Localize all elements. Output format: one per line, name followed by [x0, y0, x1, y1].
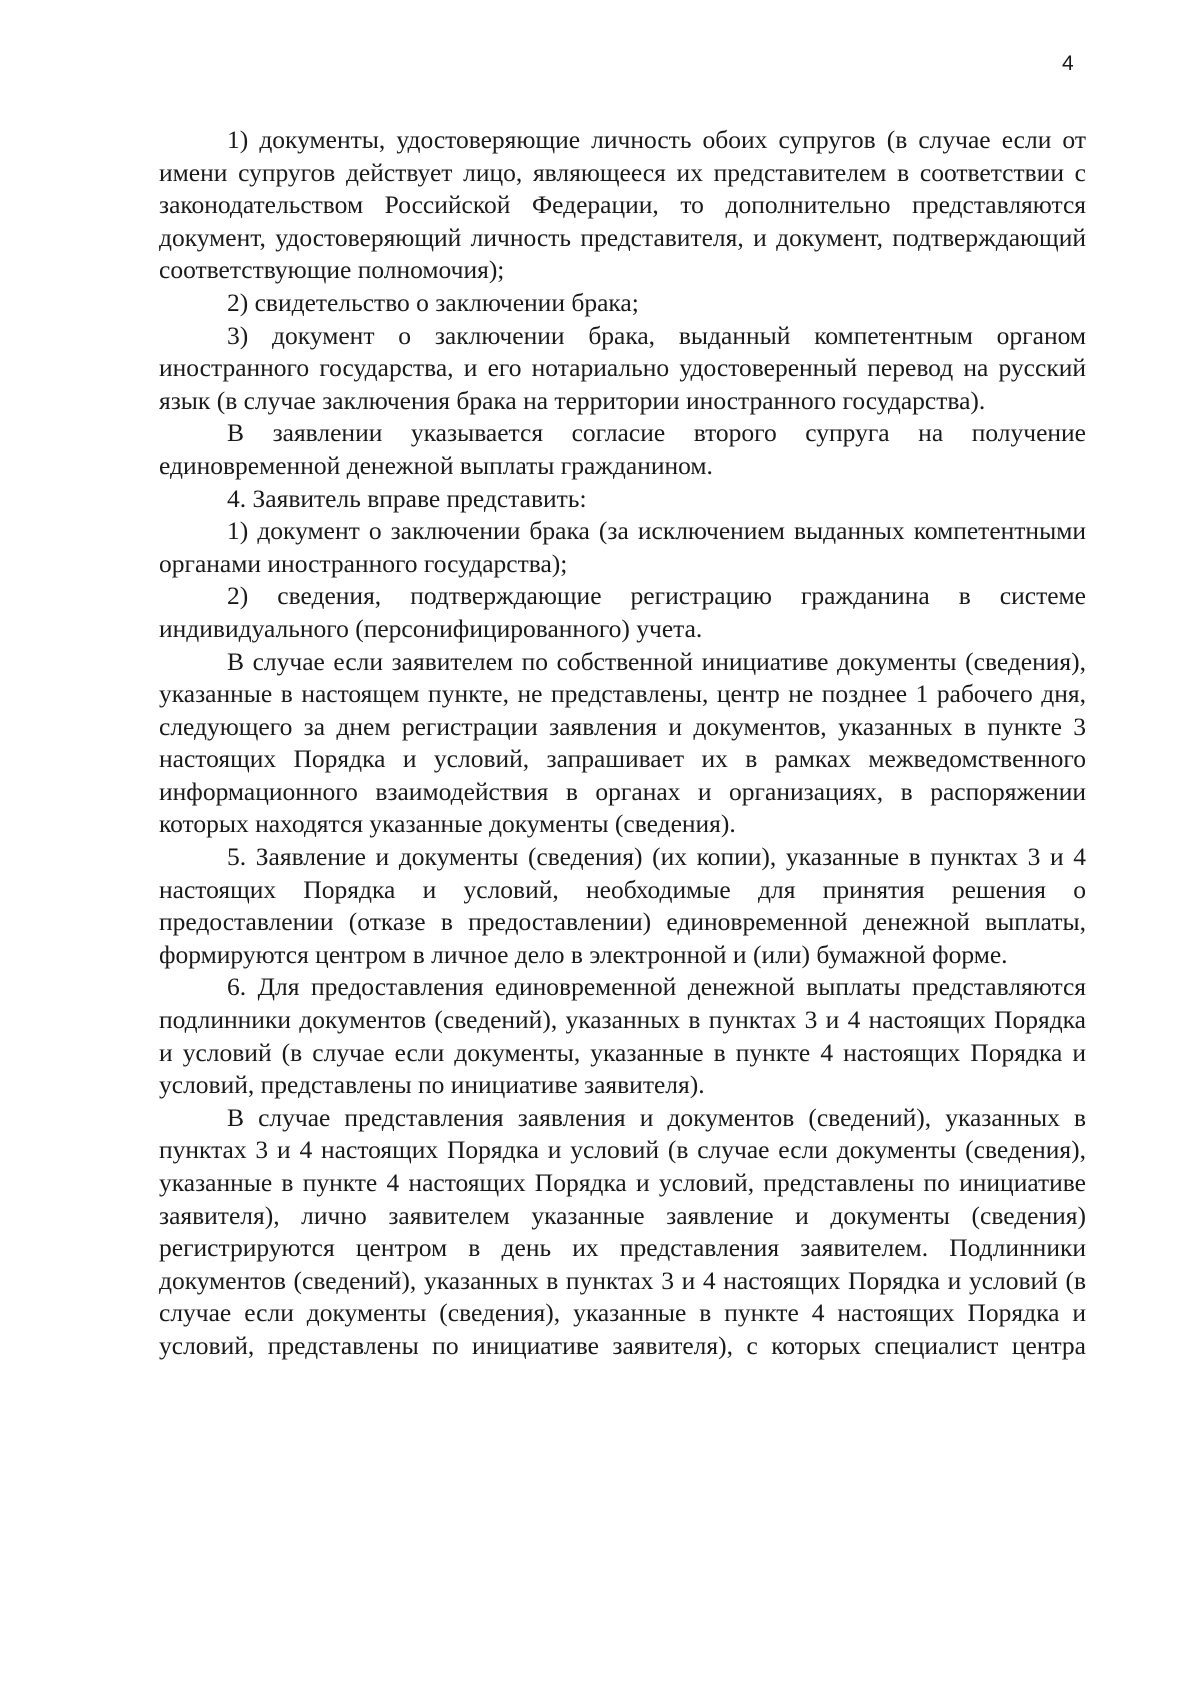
paragraph-interagency-request: В случае если заявителем по собственной инициативе документы (сведения), указанные в настоящем пункте, не представлены, центр не позднее 1 рабочего дня, следующего за днем регистрации заявления и документов, указанных в пункте 3 настоящих Порядка и условий, запрашивает их в рамках межведомственного информационного взаимодействия в органах и организациях, в распоряжении которых находятся указанные документы (сведения).: [159, 646, 1086, 839]
paragraph-section-6: 6. Для предоставления единовременной денежной выплаты представляются подлинники документов (сведений), указанных в пунктах 3 и 4 настоящих Порядка и условий (в случае если документы, указанные в пункте 4 настоящих Порядка и условий, представлены по инициативе заявителя).: [159, 972, 1086, 1100]
page-number: 4: [1062, 52, 1074, 75]
paragraph-spouse-consent: В заявлении указывается согласие второго супруга на получение единовременной денежной выплаты гражданином.: [159, 418, 1086, 480]
paragraph-item-2-marriage-certificate: 2) свидетельство о заключении брака;: [227, 287, 639, 317]
paragraph-section-4-item-1: 1) документ о заключении брака (за исключением выданных компетентными органами иностранного государства);: [159, 516, 1086, 578]
paragraph-section-5: 5. Заявление и документы (сведения) (их копии), указанные в пунктах 3 и 4 настоящих Порядка и условий, необходимые для принятия решения о предоставлении (отказе в предоставлении) единовременной денежной выплаты, формируются центром в личное дело в электронной и (или) бумажной форме.: [159, 842, 1086, 969]
paragraph-item-1-identity-documents: 1) документы, удостоверяющие личность обоих супругов (в случае если от имени супругов действует лицо, являющееся их представителем в соответствии с законодательством Российской Федерации, то дополнительно представляются документ, удостоверяющий личность представителя, и документ, подтверждающий соответствующие полномочия);: [159, 125, 1086, 285]
paragraph-item-3-foreign-marriage-document: 3) документ о заключении брака, выданный компетентным органом иностранного государства, и его нотариально удостоверенный перевод на русский язык (в случае заключения брака на территории иностранного государства).: [159, 320, 1086, 415]
document-body: [159, 124, 1086, 1363]
paragraph-section-4-item-2: 2) сведения, подтверждающие регистрацию гражданина в системе индивидуального (персонифицированного) учета.: [159, 581, 1086, 643]
paragraph-personal-submission: В случае представления заявления и документов (сведений), указанных в пунктах 3 и 4 настоящих Порядка и условий (в случае если документы (сведения), указанные в пункте 4 настоящих Порядка и условий, представлены по инициативе заявителя), лично заявителем указанные заявление и документы (сведения) регистрируются центром в день их представления заявителем. Подлинники документов (сведений), указанных в пунктах 3 и 4 настоящих Порядка и условий (в случае если документы (сведения), указанные в пункте 4 настоящих Порядка и условий, представлены по инициативе заявителя), с которых специалист центра: [159, 1102, 1086, 1360]
paragraph-section-4-heading: 4. Заявитель вправе представить:: [227, 483, 587, 513]
